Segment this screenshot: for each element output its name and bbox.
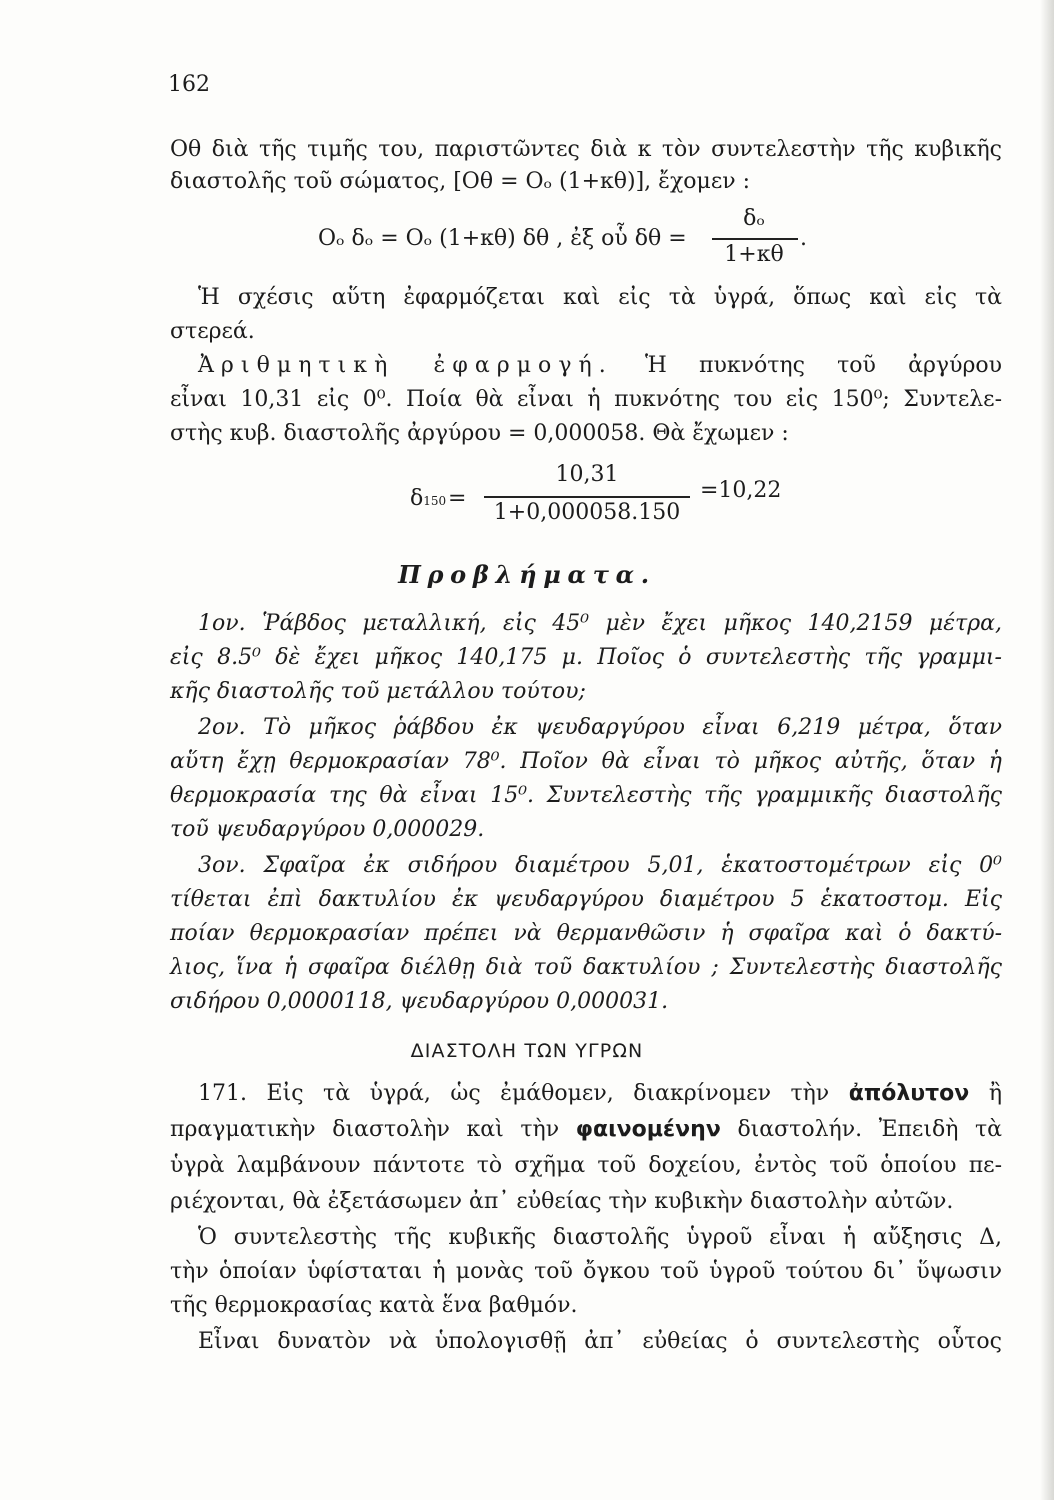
- application-line-2: εἶναι 10,31 εἰς 0⁰. Ποία θὰ εἶναι ἡ πυκνότης του εἰς 150⁰; Συντελε-: [170, 387, 1002, 412]
- equation-1-left: Oₒ δₒ = Oₒ (1+κθ) δθ , ἐξ οὗ δθ =: [318, 226, 687, 251]
- section-line-1-a: 171. Εἰς τὰ ὑγρά, ὡς ἐμάθομεν, διακρίνομεν τὴν: [198, 1081, 830, 1106]
- problem-3-line-4: λιος, ἵνα ἡ σφαῖρα διέλθῃ διὰ τοῦ δακτυλίου ; Συντελεστὴς διαστολῆς: [170, 955, 1002, 980]
- equation-1-denominator: 1+κθ: [724, 242, 784, 267]
- relation-line-2: στερεά.: [170, 319, 255, 344]
- problem-3-line-1: 3ον. Σφαῖρα ἐκ σιδήρου διαμέτρου 5,01, ἑκατοστομέτρων εἰς 0⁰: [198, 853, 1002, 878]
- equation-1-numerator: δₒ: [743, 206, 765, 231]
- problem-2-line-1: 2ον. Τὸ μῆκος ῥάβδου ἐκ ψευδαργύρου εἶναι 6,219 μέτρα, ὅταν: [198, 715, 1002, 740]
- problem-3-line-2: τίθεται ἐπὶ δακτυλίου ἐκ ψευδαργύρου διαμέτρου 5 ἑκατοστομ. Εἰς: [170, 887, 1002, 912]
- application-line-1-rest: Ἡ πυκνότης τοῦ ἀργύρου: [645, 353, 1002, 378]
- application-label: Ἀριθμητικὴ ἐφαρμογή.: [198, 353, 613, 378]
- section-line-5: Ὁ συντελεστὴς τῆς κυβικῆς διαστολῆς ὑγροῦ εἶναι ἡ αὔξησις Δ,: [198, 1225, 1002, 1250]
- problem-1-line-3: κῆς διαστολῆς τοῦ μετάλλου τούτου;: [170, 679, 586, 704]
- section-line-7: τῆς θερμοκρασίας κατὰ ἕνα βαθμόν.: [170, 1293, 578, 1318]
- equation-2-fraction-bar: [484, 496, 690, 498]
- problem-3-line-3: ποίαν θερμοκρασίαν πρέπει νὰ θερμανθῶσιν ἡ σφαῖρα καὶ ὁ δακτύ-: [170, 921, 1002, 946]
- section-line-4: ριέχονται, θὰ ἐξετάσωμεν ἀπ᾽ εὐθείας τὴν κυβικὴν διαστολὴν αὐτῶν.: [170, 1189, 954, 1214]
- section-line-2-a: πραγματικὴν διαστολὴν καὶ τὴν: [170, 1117, 560, 1142]
- section-line-1-b: ἢ: [988, 1081, 1002, 1106]
- equation-1-fraction-bar: [712, 238, 798, 240]
- problems-title: Προβλήματα.: [398, 560, 656, 589]
- section-line-2: [170, 1114, 1002, 1146]
- page-number: 162: [168, 72, 210, 97]
- equation-2-subscript: 150: [423, 494, 447, 508]
- section-line-2-b: διαστολήν. Ἐπειδὴ τὰ: [737, 1117, 1003, 1142]
- application-line-1: [198, 350, 1002, 382]
- problem-3-line-5: σιδήρου 0,0000118, ψευδαργύρου 0,000031.: [170, 989, 669, 1014]
- section-line-8: Εἶναι δυνατὸν νὰ ὑπολογισθῇ ἀπ᾽ εὐθείας ὁ συντελεστὴς οὗτος: [198, 1329, 1002, 1354]
- equation-2-delta: δ: [410, 486, 424, 511]
- term-absolute: ἀπόλυτον: [848, 1081, 970, 1106]
- problem-2-line-3: θερμοκρασία της θὰ εἶναι 15⁰. Συντελεστὴς τῆς γραμμικῆς διαστολῆς: [170, 783, 1002, 808]
- page-edge-shadow: [1040, 0, 1054, 1500]
- intro-line-2: διαστολῆς τοῦ σώματος, [Oθ = Oₒ (1+κθ)], ἔχομεν :: [170, 169, 751, 194]
- term-apparent: φαινομένην: [575, 1117, 721, 1142]
- relation-line-1: Ἡ σχέσις αὕτη ἐφαρμόζεται καὶ εἰς τὰ ὑγρά, ὅπως καὶ εἰς τὰ: [198, 285, 1002, 310]
- equation-2-result: =10,22: [700, 478, 782, 503]
- equation-2-equals: =: [448, 486, 467, 511]
- problem-2-line-4: τοῦ ψευδαργύρου 0,000029.: [170, 817, 485, 842]
- problem-1-line-1: 1ον. Ῥάβδος μεταλλική, εἰς 45⁰ μὲν ἔχει μῆκος 140,2159 μέτρα,: [198, 611, 1002, 636]
- application-line-3: στὴς κυβ. διαστολῆς ἀργύρου = 0,000058. Θὰ ἔχωμεν :: [170, 421, 789, 446]
- section-line-1: [198, 1078, 1002, 1110]
- problem-1-line-2: εἰς 8.5⁰ δὲ ἔχει μῆκος 140,175 μ. Ποῖος ὁ συντελεστὴς τῆς γραμμι-: [170, 645, 1002, 670]
- problem-2-line-2: αὕτη ἔχῃ θερμοκρασίαν 78⁰. Ποῖον θὰ εἶναι τὸ μῆκος αὐτῆς, ὅταν ἡ: [170, 749, 1002, 774]
- equation-2-symbol: [410, 486, 446, 511]
- section-line-3: ὑγρὰ λαμβάνουν πάντοτε τὸ σχῆμα τοῦ δοχείου, ἐντὸς τοῦ ὁποίου πε-: [170, 1153, 1002, 1178]
- section-heading: ΔΙΑΣΤΟΛΗ ΤΩΝ ΥΓΡΩΝ: [410, 1040, 644, 1062]
- equation-2-denominator: 1+0,000058.150: [493, 500, 681, 525]
- intro-line-1: Oθ διὰ τῆς τιμῆς του, παριστῶντες διὰ κ τὸν συντελεστὴν τῆς κυβικῆς: [170, 137, 1002, 162]
- equation-1-end: .: [800, 226, 807, 251]
- equation-2-numerator: 10,31: [555, 462, 619, 487]
- section-line-6: τὴν ὁποίαν ὑφίσταται ἡ μονὰς τοῦ ὄγκου τοῦ ὑγροῦ τούτου δι᾽ ὕψωσιν: [170, 1259, 1002, 1284]
